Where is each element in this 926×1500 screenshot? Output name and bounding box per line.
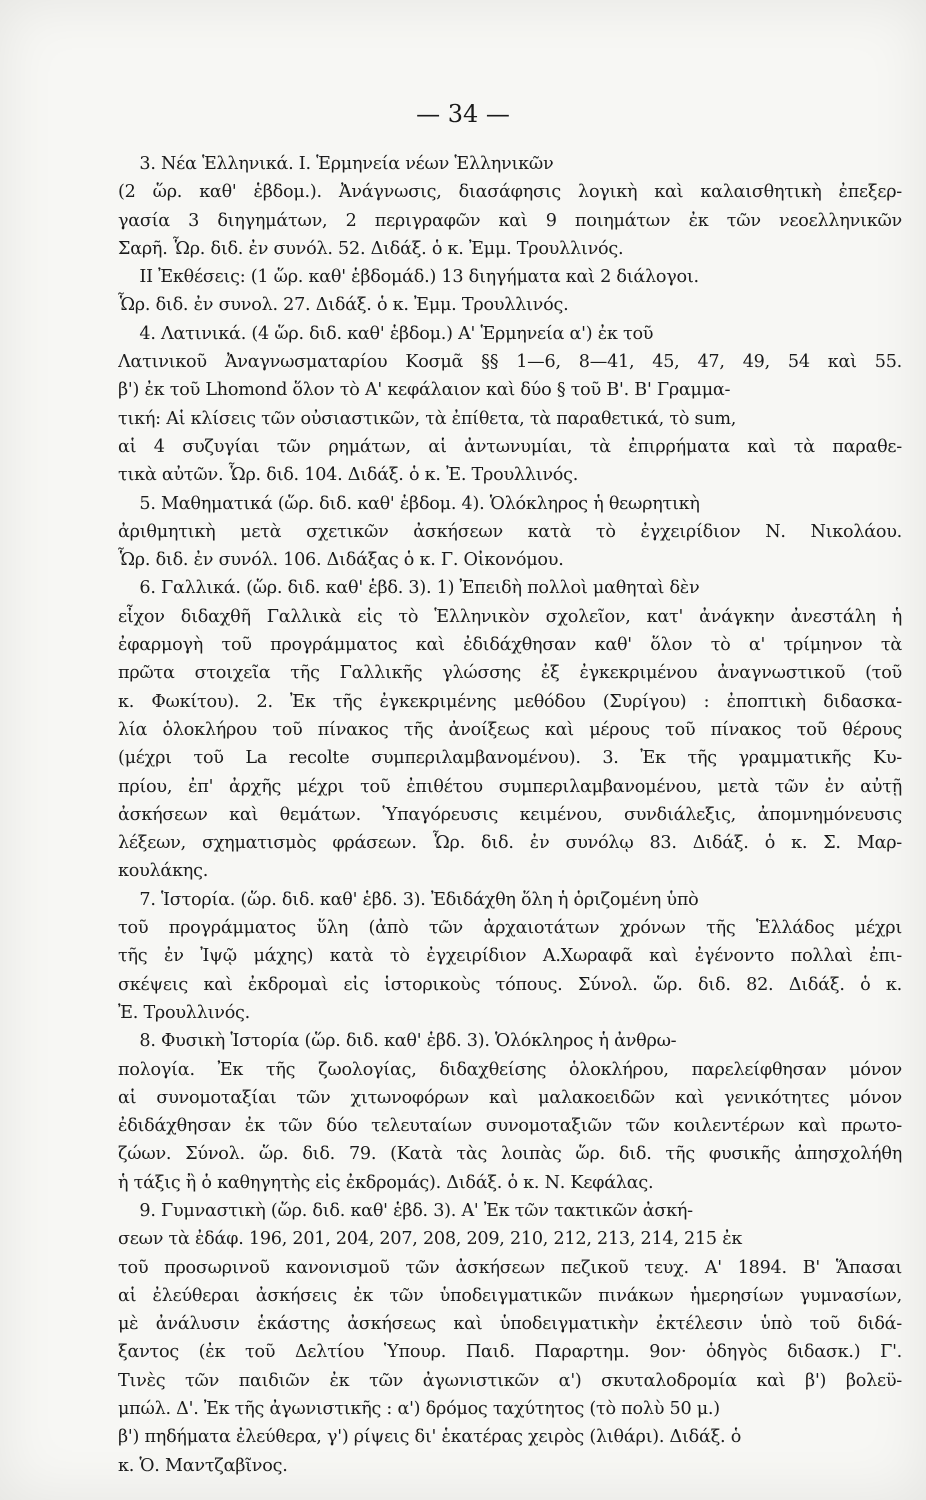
text-line: γασία 3 διηγημάτων, 2 περιγραφῶν καὶ 9 ποιημάτων ἐκ τῶν νεοελληνικῶν [118, 210, 902, 231]
text-line: Λατινικοῦ Ἀναγνωσματαρίου Κοσμᾶ §§ 1—6, 8—41, 45, 47, 49, 54 καὶ 55. [118, 352, 902, 373]
text-line: ἐφαρμογὴ τοῦ προγράμματος καὶ ἐδιδάχθησαν καθ' ὅλον τὸ α' τρίμηνον τὰ [118, 635, 902, 656]
text-line: τῆς ἐν Ἰψῷ μάχης) κατὰ τὸ ἐγχειρίδιον Α.Χωραφᾶ καὶ ἐγένοντο πολλαὶ ἐπι- [118, 946, 902, 967]
text-line: 8. Φυσικὴ Ἱστορία (ὥρ. διδ. καθ' ἑβδ. 3). Ὁλόκληρος ἡ ἀνθρω- [118, 1031, 677, 1052]
text-line: ξαντος (ἐκ τοῦ Δελτίου Ὑπουρ. Παιδ. Παραρτημ. 9ον· ὁδηγὸς διδασκ.) Γ'. [118, 1342, 902, 1363]
text-line: μὲ ἀνάλυσιν ἑκάστης ἀσκήσεως καὶ ὑποδειγματικὴν ἐκτέλεσιν ὑπὸ τοῦ διδά- [118, 1314, 902, 1335]
text-line: Ὧρ. διδ. ἐν συνόλ. 106. Διδάξας ὁ κ. Γ. Οἰκονόμου. [118, 550, 564, 571]
text-line: τικὰ αὐτῶν. Ὧρ. διδ. 104. Διδάξ. ὁ κ. Ἐ. Τρουλλινός. [118, 465, 579, 486]
text-line: κ. Φωκίτου). 2. Ἐκ τῆς ἐγκεκριμένης μεθόδου (Συρίγου) : ἐποπτικὴ διδασκα- [118, 691, 902, 712]
text-line: τική: Αἱ κλίσεις τῶν οὐσιαστικῶν, τὰ ἐπίθετα, τὰ παραθετικά, τὸ sum, [118, 408, 737, 429]
text-line: 7. Ἱστορία. (ὥρ. διδ. καθ' ἑβδ. 3). Ἐδιδάχθη ὅλη ἡ ὁριζομένη ὑπὸ [118, 889, 699, 910]
text-line: πρίου, ἐπ' ἀρχῆς μέχρι τοῦ ἐπιθέτου συμπεριλαμβανομένου, μετὰ τῶν ἐν αὐτῇ [118, 776, 902, 797]
text-line: 9. Γυμναστικὴ (ὥρ. διδ. καθ' ἑβδ. 3). Α' Ἐκ τῶν τακτικῶν ἀσκή- [118, 1200, 693, 1221]
text-line: (2 ὥρ. καθ' ἑβδομ.). Ἀνάγνωσις, διασάφησις λογικὴ καὶ καλαισθητικὴ ἐπεξερ- [118, 182, 902, 203]
text-line: πολογία. Ἐκ τῆς ζωολογίας, διδαχθείσης ὁλοκλήρου, παρελείφθησαν μόνον [118, 1059, 902, 1080]
text-line: σκέψεις καὶ ἐκδρομαὶ εἰς ἱστορικοὺς τόπους. Σύνολ. ὥρ. διδ. 82. Διδάξ. ὁ κ. [118, 974, 902, 995]
body-text [118, 150, 902, 1480]
text-line: β') ἐκ τοῦ Lhomond ὅλον τὸ Α' κεφάλαιον καὶ δύο § τοῦ Β'. Β' Γραμμα- [118, 380, 731, 401]
text-line: 3. Νέα Ἑλληνικά. I. Ἑρμηνεία νέων Ἑλληνικῶν [118, 154, 554, 174]
text-line: Ὧρ. διδ. ἐν συνολ. 27. Διδάξ. ὁ κ. Ἐμμ. Τρουλλινός. [118, 295, 569, 316]
text-line: ἡ τάξις ἢ ὁ καθηγητὴς εἰς ἐκδρομάς). Διδάξ. ὁ κ. Ν. Κεφάλας. [118, 1172, 654, 1193]
text-line: 6. Γαλλικά. (ὥρ. διδ. καθ' ἑβδ. 3). 1) Ἐπειδὴ πολλοὶ μαθηταὶ δὲν [118, 578, 700, 599]
text-line: μπώλ. Δ'. Ἐκ τῆς ἀγωνιστικῆς : α') δρόμος ταχύτητος (τὸ πολὺ 50 μ.) [118, 1399, 720, 1420]
text-line: κ. Ὁ. Μαντζαβῖνος. [118, 1455, 288, 1476]
text-line: 5. Μαθηματικά (ὥρ. διδ. καθ' ἑβδομ. 4). Ὁλόκληρος ἡ θεωρητικὴ [118, 493, 700, 514]
text-line: II Ἐκθέσεις: (1 ὥρ. καθ' ἑβδομάδ.) 13 διηγήματα καὶ 2 διάλογοι. [118, 267, 699, 288]
page-number: — 34 — [416, 100, 510, 128]
text-line: β') πηδήματα ἐλεύθερα, γ') ρίψεις δι' ἑκατέρας χειρὸς (λιθάρι). Διδάξ. ὁ [118, 1427, 742, 1448]
text-line: τοῦ προγράμματος ὕλη (ἀπὸ τῶν ἀρχαιοτάτων χρόνων τῆς Ἑλλάδος μέχρι [118, 918, 902, 939]
text-line: ἀριθμητικὴ μετὰ σχετικῶν ἀσκήσεων κατὰ τὸ ἐγχειρίδιον Ν. Νικολάου. [118, 521, 902, 542]
text-line: (μέχρι τοῦ La recolte συμπεριλαμβανομένου). 3. Ἐκ τῆς γραμματικῆς Κυ- [118, 748, 902, 769]
text-line: σεων τὰ ἐδάφ. 196, 201, 204, 207, 208, 209, 210, 212, 213, 214, 215 ἐκ [118, 1229, 743, 1250]
text-line: τοῦ προσωρινοῦ κανονισμοῦ τῶν ἀσκήσεων πεζικοῦ τευχ. Α' 1894. Β' Ἅπασαι [118, 1257, 902, 1278]
text-line: εἶχον διδαχθῆ Γαλλικὰ εἰς τὸ Ἑλληνικὸν σχολεῖον, κατ' ἀνάγκην ἀνεστάλη ἡ [118, 606, 902, 627]
text-line: αἱ ἐλεύθεραι ἀσκήσεις ἐκ τῶν ὑποδειγματικῶν πινάκων ἡμερησίων γυμνασίων, [118, 1285, 902, 1306]
text-line: αἱ συνομοταξίαι τῶν χιτωνοφόρων καὶ μαλακοειδῶν καὶ γενικότητες μόνον [118, 1087, 902, 1108]
text-line: αἱ 4 συζυγίαι τῶν ρημάτων, αἱ ἀντωνυμίαι, τὰ ἐπιρρήματα καὶ τὰ παραθε- [118, 436, 902, 457]
text-line: πρῶτα στοιχεῖα τῆς Γαλλικῆς γλώσσης ἐξ ἐγκεκριμένου ἀναγνωστικοῦ (τοῦ [118, 663, 902, 684]
text-line: ἀσκήσεων καὶ θεμάτων. Ὑπαγόρευσις κειμένου, συνδιάλεξις, ἀπομνημόνευσις [118, 804, 902, 825]
text-line: ζώων. Σύνολ. ὥρ. διδ. 79. (Κατὰ τὰς λοιπὰς ὥρ. διδ. τῆς φυσικῆς ἀπησχολήθη [118, 1144, 902, 1165]
text-line: ἐδιδάχθησαν ἐκ τῶν δύο τελευταίων συνομοταξιῶν τῶν κοιλεντέρων καὶ πρωτο- [118, 1116, 902, 1137]
text-line: Ἐ. Τρουλλινός. [118, 1002, 250, 1023]
text-line: λέξεων, σχηματισμὸς φράσεων. Ὧρ. διδ. ἐν συνόλῳ 83. Διδάξ. ὁ κ. Σ. Μαρ- [118, 833, 902, 854]
text-line: λία ὁλοκλήρου τοῦ πίνακος τῆς ἀνοίξεως καὶ μέρους τοῦ πίνακος τοῦ θέρους [118, 719, 902, 740]
text-line: 4. Λατινικά. (4 ὥρ. διδ. καθ' ἑβδομ.) Α' Ἑρμηνεία α') ἐκ τοῦ [118, 323, 654, 344]
text-line: Σαρῆ. Ὧρ. διδ. ἐν συνόλ. 52. Διδάξ. ὁ κ. Ἐμμ. Τρουλλινός. [118, 238, 624, 259]
text-line: Τινὲς τῶν παιδιῶν ἐκ τῶν ἀγωνιστικῶν α') σκυταλοδρομία καὶ β') βολεϋ- [118, 1370, 902, 1391]
text-line: κουλάκης. [118, 861, 209, 882]
